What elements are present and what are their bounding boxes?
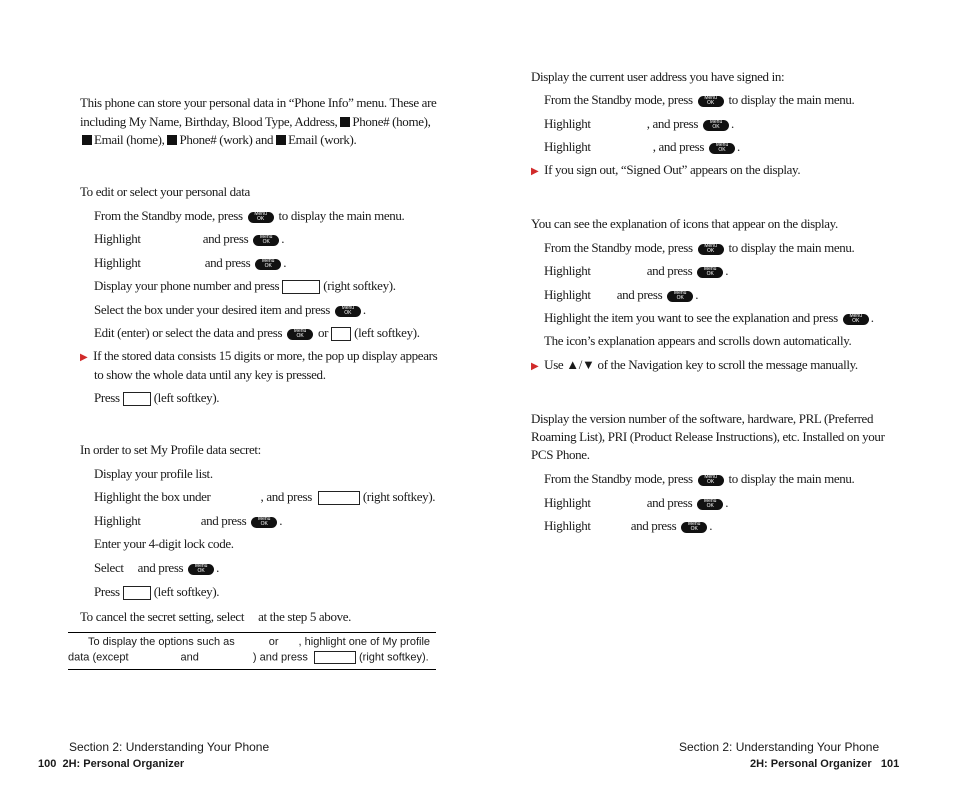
contact-icon	[276, 135, 286, 145]
red-triangle-bullet-icon: ▶	[531, 166, 539, 177]
edit-step-6: Edit (enter) or select the data and press Menu OK or (left softkey).	[94, 325, 420, 340]
secret-heading: In order to set My Profile data secret:	[80, 442, 261, 457]
secret-step-5: Select and press Menu OK .	[94, 560, 220, 575]
edit-step-3: Highlight and press Menu OK .	[94, 255, 287, 270]
cancel-secret-text: To cancel the secret setting, select at the step 5 above.	[80, 609, 352, 624]
secret-step-3: Highlight and press Menu OK .	[94, 513, 283, 528]
secret-step-6: Press (left softkey).	[94, 584, 220, 599]
left-chapter: 2H: Personal Organizer	[62, 758, 185, 770]
menu-ok-key-icon: Menu OK	[255, 259, 281, 270]
address-step-2: Highlight , and press Menu OK .	[544, 116, 734, 131]
address-note: ▶ If you sign out, “Signed Out” appears on the display.	[531, 162, 801, 177]
edit-step-4: Display your phone number and press (right softkey).	[94, 278, 396, 293]
version-text-line-2: Roaming List), PRI (Product Release Instructions), etc. Installed on your	[531, 429, 885, 444]
version-step-2: Highlight and press Menu OK .	[544, 495, 729, 510]
edit-note-line-1: ▶ If the stored data consists 15 digits or more, the pop up display appears	[80, 348, 438, 363]
softkey-box	[318, 491, 360, 505]
menu-ok-key-icon: Menu OK	[698, 244, 724, 255]
softkey-box	[282, 280, 320, 294]
address-step-1: From the Standby mode, press Menu OK to display the main menu.	[544, 92, 855, 107]
menu-ok-key-icon: Menu OK	[681, 522, 707, 533]
edit-step-1: From the Standby mode, press Menu OK to display the main menu.	[94, 208, 405, 223]
contact-icon	[82, 135, 92, 145]
right-page-number: 101	[880, 758, 900, 770]
menu-ok-key-icon: Menu OK	[697, 267, 723, 278]
options-note: To display the options such as or , highlight one of My profile data (except and ) and press (right softkey).	[68, 632, 436, 670]
secret-step-2: Highlight the box under , and press (right softkey).	[94, 489, 436, 504]
menu-ok-key-icon: Menu OK	[697, 499, 723, 510]
menu-ok-key-icon: Menu OK	[703, 120, 729, 131]
menu-ok-key-icon: Menu OK	[698, 96, 724, 107]
version-text-line-1: Display the version number of the software, hardware, PRL (Preferred	[531, 411, 874, 426]
icons-step-3: Highlight and press Menu OK .	[544, 287, 699, 302]
edit-step-5: Select the box under your desired item and press Menu OK .	[94, 302, 366, 317]
left-footer-page	[38, 758, 184, 770]
version-step-1: From the Standby mode, press Menu OK to display the main menu.	[544, 471, 855, 486]
menu-ok-key-icon: Menu OK	[287, 329, 313, 340]
icons-note: ▶ Use ▲/▼ of the Navigation key to scroll the message manually.	[531, 357, 858, 372]
menu-ok-key-icon: Menu OK	[335, 306, 361, 317]
left-footer-section: Section 2: Understanding Your Phone	[69, 740, 270, 754]
softkey-box	[123, 586, 151, 600]
softkey-box	[331, 327, 351, 341]
menu-ok-key-icon: Menu OK	[709, 143, 735, 154]
edit-heading: To edit or select your personal data	[80, 184, 250, 199]
edit-step-7: Press (left softkey).	[94, 390, 220, 405]
icons-heading: You can see the explanation of icons that appear on the display.	[531, 216, 838, 231]
intro-line-3: Email (home), Phone# (work) and Email (work).	[82, 132, 356, 148]
address-step-3: Highlight , and press Menu OK .	[544, 139, 740, 154]
icons-step-2: Highlight and press Menu OK .	[544, 263, 729, 278]
menu-ok-key-icon: Menu OK	[253, 235, 279, 246]
menu-ok-key-icon: Menu OK	[843, 314, 869, 325]
red-triangle-bullet-icon: ▶	[80, 352, 88, 363]
edit-step-2: Highlight and press Menu OK .	[94, 231, 285, 246]
menu-ok-key-icon: Menu OK	[248, 212, 274, 223]
softkey-box	[314, 651, 356, 664]
intro-line-2: including My Name, Birthday, Blood Type, Address, Phone# (home),	[80, 114, 431, 129]
edit-note-line-2: to show the whole data until any key is pressed.	[94, 367, 326, 382]
menu-ok-key-icon: Menu OK	[698, 475, 724, 486]
softkey-box	[123, 392, 151, 406]
secret-step-4: Enter your 4-digit lock code.	[94, 536, 234, 551]
up-down-arrow-icon: ▲/▼	[566, 357, 595, 372]
intro-line-1: This phone can store your personal data in “Phone Info” menu. These are	[80, 95, 437, 110]
version-step-3: Highlight and press Menu OK .	[544, 518, 713, 533]
contact-icon	[167, 135, 177, 145]
icons-step-1: From the Standby mode, press Menu OK to display the main menu.	[544, 240, 855, 255]
contact-icon	[340, 117, 350, 127]
menu-ok-key-icon: Menu OK	[188, 564, 214, 575]
menu-ok-key-icon: Menu OK	[251, 517, 277, 528]
right-footer-page	[750, 758, 899, 770]
icons-step-4: Highlight the item you want to see the explanation and press Menu OK .	[544, 310, 874, 325]
red-triangle-bullet-icon: ▶	[531, 361, 539, 372]
right-chapter: 2H: Personal Organizer	[750, 758, 872, 770]
secret-step-1: Display your profile list.	[94, 466, 213, 481]
left-page-number: 100	[38, 758, 57, 770]
version-text-line-3: PCS Phone.	[531, 447, 590, 462]
icons-step-5: The icon’s explanation appears and scrolls down automatically.	[544, 333, 852, 348]
menu-ok-key-icon: Menu OK	[667, 291, 693, 302]
right-footer-section: Section 2: Understanding Your Phone	[679, 740, 880, 754]
address-heading: Display the current user address you have signed in:	[531, 69, 785, 84]
